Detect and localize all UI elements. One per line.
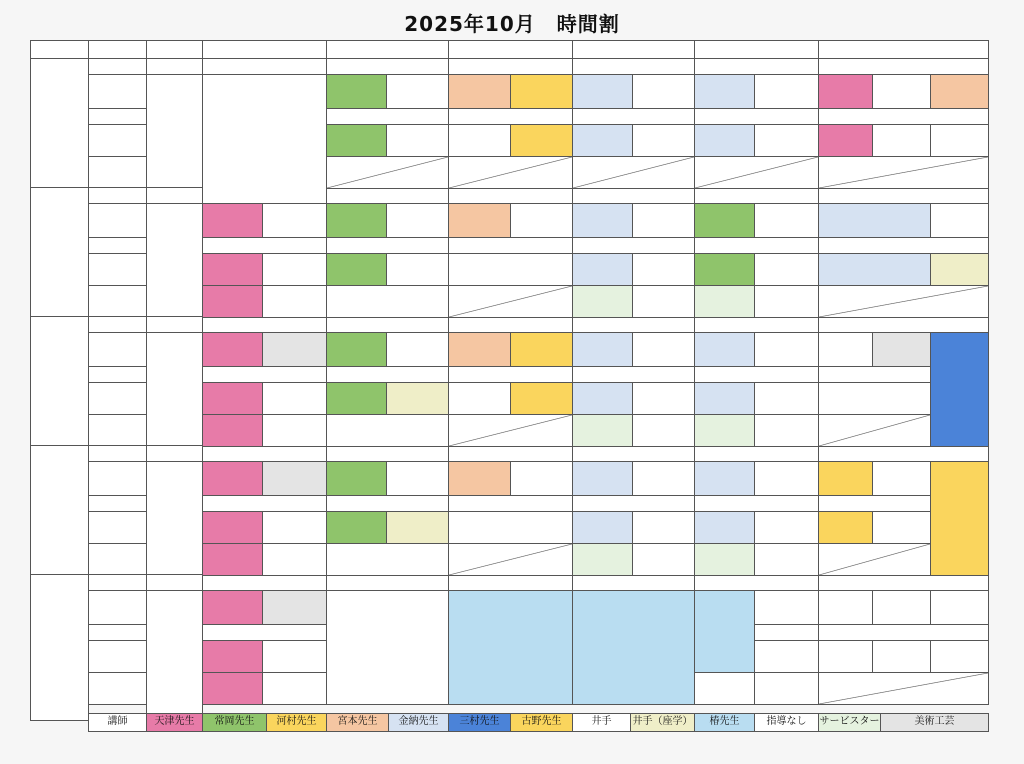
legend-item: 三村先生: [448, 713, 511, 732]
no-class-cell: [448, 414, 573, 447]
class-cell: [326, 382, 387, 415]
class-cell: [510, 124, 573, 157]
slot-blank: [88, 316, 147, 333]
date-cell: [572, 574, 695, 591]
class-cell: [326, 253, 387, 286]
class-cell: [754, 253, 819, 286]
slot-label: [88, 624, 147, 641]
class-cell: [386, 461, 449, 496]
date-cell: [202, 574, 327, 591]
class-cell: [930, 590, 989, 625]
lunch-cell: [202, 237, 327, 254]
lunch-cell: [818, 495, 931, 512]
legend-item: 井手: [572, 713, 631, 732]
slot-label: [88, 203, 147, 238]
class-cell: [572, 511, 633, 544]
class-cell: [930, 253, 989, 286]
class-cell: [262, 590, 327, 625]
class-cell: [632, 382, 695, 415]
class-cell: [386, 253, 449, 286]
class-cell: [202, 640, 263, 673]
class-cell: [572, 285, 633, 318]
class-cell: [386, 124, 449, 157]
no-class-cell: [448, 285, 573, 318]
lunch-cell: [818, 237, 989, 254]
day-header: [694, 40, 819, 59]
lunch-cell: [202, 624, 327, 641]
page-title: 2025年10月 時間割: [404, 12, 620, 36]
class-cell: [694, 253, 755, 286]
no-class-cell: [818, 156, 989, 189]
class-cell: [694, 74, 755, 109]
class-cell: [754, 74, 819, 109]
lunch-cell: [694, 108, 819, 125]
day-header: [202, 40, 327, 59]
lunch-cell: [448, 366, 573, 383]
class-cell: [818, 203, 931, 238]
class-cell: [572, 74, 633, 109]
slot-label: [88, 511, 147, 544]
legend-item: 金納先生: [388, 713, 449, 732]
class-cell: [754, 203, 819, 238]
class-cell: [386, 332, 449, 367]
closed-day: [146, 74, 203, 205]
date-cell: [326, 445, 449, 462]
slot-label: [88, 156, 147, 189]
header-blank: [88, 40, 147, 59]
class-cell: [754, 461, 819, 496]
day-header: [146, 40, 203, 59]
class-cell: [818, 511, 873, 544]
class-cell: [872, 590, 931, 625]
lunch-cell: [572, 108, 695, 125]
class-cell: [262, 332, 327, 367]
class-cell: [448, 511, 573, 544]
class-cell: [448, 203, 511, 238]
slot-label: [88, 124, 147, 157]
date-cell: [326, 187, 449, 204]
no-class-cell: [448, 543, 573, 576]
class-cell: [448, 124, 511, 157]
class-cell: [872, 640, 931, 673]
class-cell: [202, 414, 263, 447]
class-cell: [754, 414, 819, 447]
class-cell: [754, 332, 819, 367]
class-cell: [448, 382, 511, 415]
no-class-cell: [572, 156, 695, 189]
class-cell: [510, 461, 573, 496]
date-cell: [146, 445, 203, 462]
class-cell: [510, 382, 573, 415]
class-cell: [818, 332, 873, 367]
class-cell: [326, 203, 387, 238]
lunch-cell: [572, 495, 695, 512]
class-cell: [754, 590, 819, 625]
slot-label: [88, 285, 147, 318]
legend-item: 天津先生: [146, 713, 203, 732]
class-cell: [632, 543, 695, 576]
class-cell: [202, 203, 263, 238]
lunch-cell: [818, 624, 989, 641]
class-cell: [930, 203, 989, 238]
date-cell: [202, 445, 327, 462]
class-cell: [326, 461, 387, 496]
date-cell: [146, 187, 203, 204]
class-cell: [326, 74, 387, 109]
slot-blank: [88, 574, 147, 591]
day-header: [448, 40, 573, 59]
class-cell: [262, 382, 327, 415]
slot-label: [88, 495, 147, 512]
class-cell: [818, 253, 931, 286]
lunch-cell: [202, 366, 327, 383]
class-cell: [694, 285, 755, 318]
lunch-cell: [694, 366, 819, 383]
class-cell: [202, 74, 327, 205]
class-cell: [262, 285, 327, 318]
no-class-cell: [448, 156, 573, 189]
class-cell: [694, 590, 755, 673]
class-cell: [694, 543, 755, 576]
class-cell: [202, 461, 263, 496]
lunch-cell: [326, 108, 449, 125]
slot-label: [88, 461, 147, 496]
class-cell: [202, 511, 263, 544]
class-cell: [818, 74, 873, 109]
header-blank: [30, 40, 89, 59]
class-cell: [386, 382, 449, 415]
slot-label: [88, 237, 147, 254]
class-cell: [326, 285, 449, 318]
class-cell: [326, 543, 449, 576]
class-cell: [572, 461, 633, 496]
class-cell: [818, 640, 873, 673]
class-cell: [694, 382, 755, 415]
class-cell: [694, 203, 755, 238]
lunch-cell: [448, 108, 573, 125]
slot-label: [88, 640, 147, 673]
class-cell: [632, 511, 695, 544]
class-cell: [632, 253, 695, 286]
class-cell: [694, 124, 755, 157]
legend-item: サービスター: [818, 713, 881, 732]
no-class-cell: [818, 672, 989, 705]
class-cell: [754, 124, 819, 157]
date-cell: [202, 316, 327, 333]
class-cell: [632, 124, 695, 157]
class-cell: [572, 253, 633, 286]
no-class-cell: [694, 156, 819, 189]
lunch-cell: [818, 108, 989, 125]
slot-label: [88, 672, 147, 705]
lunch-cell: [326, 237, 449, 254]
lunch-cell: [448, 495, 573, 512]
class-cell: [754, 672, 819, 705]
slot-label: [88, 414, 147, 447]
date-cell: [202, 58, 327, 75]
class-cell: [572, 332, 633, 367]
date-cell: [818, 187, 989, 204]
date-cell: [146, 58, 203, 75]
class-cell: [754, 511, 819, 544]
legend-item: 河村先生: [266, 713, 327, 732]
day-header: [818, 40, 989, 59]
date-cell: [146, 574, 203, 591]
class-cell: [262, 461, 327, 496]
date-cell: [448, 574, 573, 591]
class-cell: [326, 511, 387, 544]
class-cell: [262, 414, 327, 447]
date-cell: [572, 316, 695, 333]
slot-blank: [88, 445, 147, 462]
class-cell: [448, 590, 573, 705]
class-cell: [632, 74, 695, 109]
closed-day: [146, 590, 203, 721]
lunch-cell: [818, 366, 931, 383]
class-cell: [872, 74, 931, 109]
date-cell: [572, 445, 695, 462]
date-cell: [326, 316, 449, 333]
lunch-cell: [326, 495, 449, 512]
class-cell: [930, 124, 989, 157]
class-cell: [448, 332, 511, 367]
slot-blank: [88, 187, 147, 204]
date-cell: [818, 58, 989, 75]
class-cell: [202, 543, 263, 576]
class-cell: [632, 461, 695, 496]
class-cell: [930, 640, 989, 673]
date-cell: [448, 58, 573, 75]
week-label: [30, 574, 89, 721]
class-cell: [262, 543, 327, 576]
class-cell: [202, 672, 263, 705]
class-cell: [386, 74, 449, 109]
week-label: [30, 58, 89, 205]
date-cell: [146, 316, 203, 333]
class-cell: [448, 253, 573, 286]
slot-label: [88, 382, 147, 415]
class-cell: [872, 332, 931, 367]
date-cell: [818, 316, 989, 333]
closed-day: [146, 461, 203, 592]
class-cell: [572, 203, 633, 238]
class-cell: [262, 640, 327, 673]
class-cell: [632, 203, 695, 238]
legend-item: 椿先生: [694, 713, 755, 732]
class-cell: [872, 461, 931, 496]
class-cell: [930, 461, 989, 576]
class-cell: [632, 414, 695, 447]
lunch-cell: [572, 366, 695, 383]
week-label: [30, 316, 89, 463]
slot-label: [88, 74, 147, 109]
class-cell: [572, 543, 633, 576]
date-cell: [326, 58, 449, 75]
date-cell: [448, 316, 573, 333]
class-cell: [930, 74, 989, 109]
class-cell: [694, 672, 755, 705]
class-cell: [510, 203, 573, 238]
class-cell: [262, 203, 327, 238]
class-cell: [572, 382, 633, 415]
class-cell: [818, 461, 873, 496]
date-cell: [572, 58, 695, 75]
class-cell: [572, 124, 633, 157]
date-cell: [694, 445, 819, 462]
legend-item: 指導なし: [754, 713, 819, 732]
class-cell: [326, 124, 387, 157]
day-header: [326, 40, 449, 59]
class-cell: [202, 590, 263, 625]
lunch-cell: [326, 366, 449, 383]
class-cell: [202, 382, 263, 415]
class-cell: [386, 203, 449, 238]
slot-label: [88, 366, 147, 383]
date-cell: [694, 574, 819, 591]
lunch-cell: [572, 237, 695, 254]
class-cell: [572, 590, 695, 705]
no-class-cell: [818, 414, 931, 447]
class-cell: [326, 590, 449, 705]
class-cell: [632, 285, 695, 318]
class-cell: [694, 461, 755, 496]
date-cell: [572, 187, 695, 204]
day-header: [572, 40, 695, 59]
date-cell: [694, 316, 819, 333]
legend-item: 美術工芸: [880, 713, 989, 732]
class-cell: [202, 285, 263, 318]
slot-blank: [88, 58, 147, 75]
legend-item: 古野先生: [510, 713, 573, 732]
class-cell: [262, 253, 327, 286]
class-cell: [510, 332, 573, 367]
closed-day: [146, 332, 203, 463]
class-cell: [448, 74, 511, 109]
date-cell: [694, 187, 819, 204]
class-cell: [262, 672, 327, 705]
class-cell: [632, 332, 695, 367]
slot-label: [88, 332, 147, 367]
class-cell: [818, 590, 873, 625]
legend-item: 講師: [88, 713, 147, 732]
lunch-cell: [694, 237, 819, 254]
date-cell: [818, 574, 989, 591]
slot-label: [88, 253, 147, 286]
class-cell: [386, 511, 449, 544]
date-cell: [818, 445, 989, 462]
legend-item: 井手（座学）: [630, 713, 695, 732]
class-cell: [694, 511, 755, 544]
class-cell: [872, 124, 931, 157]
class-cell: [818, 124, 873, 157]
class-cell: [754, 640, 819, 673]
class-cell: [694, 414, 755, 447]
class-cell: [202, 332, 263, 367]
date-cell: [326, 574, 449, 591]
lunch-cell: [202, 495, 327, 512]
legend-item: 常岡先生: [202, 713, 267, 732]
no-class-cell: [818, 285, 989, 318]
class-cell: [754, 285, 819, 318]
legend-item: 宮本先生: [326, 713, 389, 732]
class-cell: [326, 332, 387, 367]
week-label: [30, 187, 89, 334]
lunch-cell: [448, 237, 573, 254]
date-cell: [448, 187, 573, 204]
no-class-cell: [818, 543, 931, 576]
week-label: [30, 445, 89, 592]
class-cell: [202, 253, 263, 286]
date-cell: [448, 445, 573, 462]
class-cell: [754, 543, 819, 576]
class-cell: [754, 382, 819, 415]
class-cell: [694, 332, 755, 367]
closed-day: [146, 203, 203, 334]
slot-label: [88, 543, 147, 576]
lunch-cell: [694, 495, 819, 512]
class-cell: [448, 461, 511, 496]
class-cell: [262, 511, 327, 544]
slot-label: [88, 108, 147, 125]
class-cell: [818, 382, 931, 415]
class-cell: [572, 414, 633, 447]
class-cell: [930, 332, 989, 447]
no-class-cell: [326, 156, 449, 189]
slot-label: [88, 590, 147, 625]
date-cell: [694, 58, 819, 75]
class-cell: [510, 74, 573, 109]
class-cell: [326, 414, 449, 447]
class-cell: [872, 511, 931, 544]
